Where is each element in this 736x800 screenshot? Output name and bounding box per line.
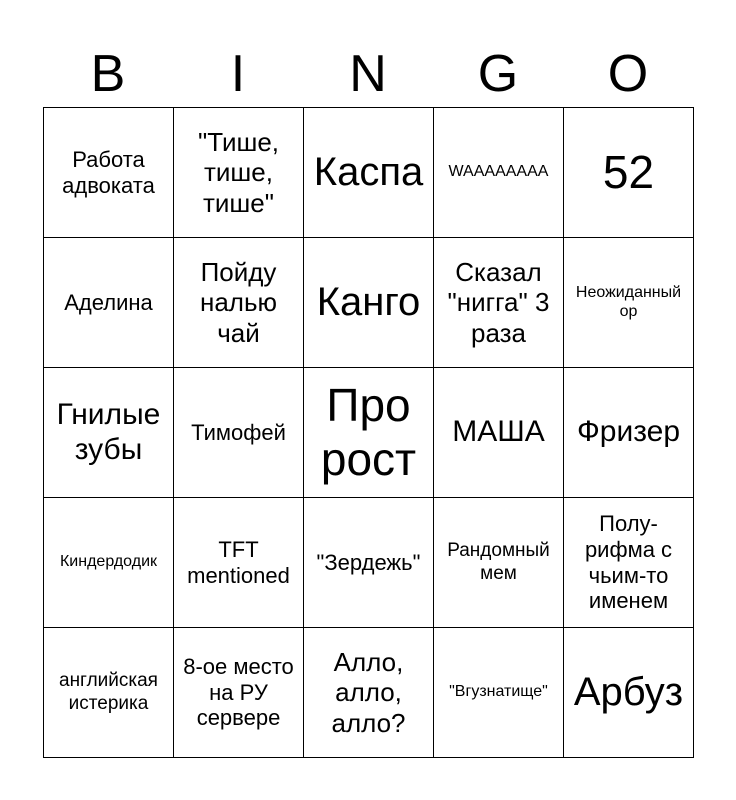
bingo-cell-r2c3[interactable]: [304, 238, 434, 368]
bingo-cell-r5c5[interactable]: [564, 628, 694, 758]
cell-label: Сказал "нигга" 3 раза: [447, 257, 550, 348]
bingo-cell-r4c1[interactable]: [44, 498, 174, 628]
cell-label: Тимофей: [191, 419, 286, 445]
bingo-cell-r2c1[interactable]: [44, 238, 174, 368]
cell-label: английская истерика: [59, 670, 158, 714]
bingo-cell-r2c2[interactable]: [174, 238, 304, 368]
bingo-cell-r1c5[interactable]: [564, 108, 694, 238]
cell-label: "Тише, тише, тише": [197, 127, 280, 218]
cell-label: Гнилые зубы: [56, 397, 161, 466]
bingo-cell-r3c3[interactable]: [304, 368, 434, 498]
bingo-cell-r2c5[interactable]: [564, 238, 694, 368]
cell-label: Арбуз: [573, 670, 684, 715]
bingo-cell-r1c3[interactable]: [304, 108, 434, 238]
cell-label: Фризер: [576, 415, 681, 449]
cell-label: TFT mentioned: [187, 536, 290, 588]
bingo-cell-r1c4[interactable]: [434, 108, 564, 238]
cell-label: 8-ое место на РУ сервере: [183, 654, 294, 731]
cell-label: МАША: [452, 415, 545, 449]
header-letter-g: G: [477, 45, 519, 103]
cell-label: "Вгузнатище": [449, 683, 548, 701]
cell-label: Про рост: [320, 379, 417, 485]
bingo-cell-r4c2[interactable]: [174, 498, 304, 628]
cell-label: WAAAAAAAA: [448, 163, 549, 181]
cell-label: Киндердодик: [59, 553, 157, 571]
cell-label: Рандомный мем: [447, 540, 550, 584]
bingo-cell-r2c4[interactable]: [434, 238, 564, 368]
header-letter-b: B: [90, 45, 126, 103]
cell-label: Неожиданный ор: [575, 283, 682, 320]
cell-label: Полу-рифма с чьим-то именем: [584, 511, 673, 614]
header-letter-n: N: [349, 45, 387, 103]
header-letter-o: O: [607, 45, 649, 103]
bingo-cell-r5c2[interactable]: [174, 628, 304, 758]
bingo-cell-r4c3[interactable]: [304, 498, 434, 628]
bingo-cell-r5c1[interactable]: [44, 628, 174, 758]
cell-label: 52: [602, 145, 655, 198]
bingo-cell-r1c2[interactable]: [174, 108, 304, 238]
bingo-cell-r1c1[interactable]: [44, 108, 174, 238]
bingo-cell-r3c4[interactable]: [434, 368, 564, 498]
bingo-cell-r4c4[interactable]: [434, 498, 564, 628]
bingo-cell-r3c2[interactable]: [174, 368, 304, 498]
cell-label: Пойду налью чай: [199, 257, 278, 348]
bingo-header: [43, 40, 693, 108]
cell-label: Алло, алло, алло?: [331, 647, 406, 738]
bingo-cell-r3c5[interactable]: [564, 368, 694, 498]
bingo-cell-r3c1[interactable]: [44, 368, 174, 498]
bingo-cell-r5c3[interactable]: [304, 628, 434, 758]
cell-label: "Зердежь": [316, 549, 421, 575]
cell-label: Каспа: [313, 150, 424, 195]
bingo-cell-r5c4[interactable]: [434, 628, 564, 758]
header-letter-i: I: [230, 45, 246, 103]
bingo-cell-r4c5[interactable]: [564, 498, 694, 628]
cell-label: Канго: [316, 280, 421, 325]
bingo-board: [43, 107, 694, 758]
cell-label: Аделина: [64, 289, 153, 315]
cell-label: Работа адвоката: [62, 146, 155, 198]
